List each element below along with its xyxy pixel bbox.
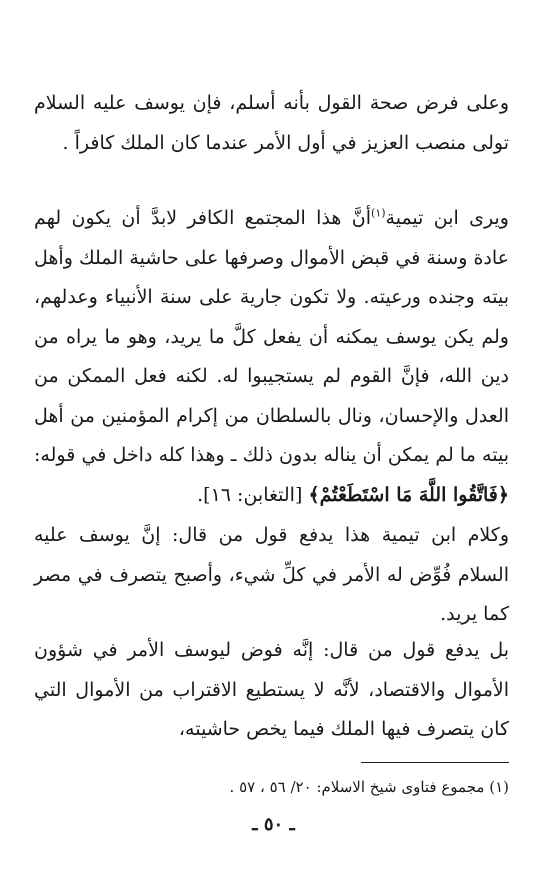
quran-verse: ﴿فَاتَّقُوا اللَّهَ مَا اسْتَطَعْتُمْ﴾	[308, 483, 509, 506]
paragraph-2-body: أنَّ هذا المجتمع الكافر لابدَّ أن يكون لهم عادة وسنة في قبض الأموال وصرفها على حاشية الملك وأهل بيته وجنده ورعيته. ولا تكون جارية على سنة الأنبياء وعدلهم، ولم يكن يوسف يمكنه أن يفعل كلَّ ما يريد، وهو ما يراه من دين الله، فإنَّ القوم لم يستجيبوا له. لكنه فعل الممكن من العدل والإحسان، ونال بالسلطان من إكرام المؤمنين من أهل بيته ما لم يمكن أن يناله بدون ذلك ـ وهذا كله داخل في قوله:	[34, 207, 509, 466]
footnote-divider	[361, 762, 509, 763]
verse-citation: [التغابن: ١٦].	[197, 483, 303, 506]
paragraph-3: وكلام ابن تيمية هذا يدفع قول من قال: إنَّ يوسف عليه السلام فُوِّض له الأمر في كلِّ شيء، وأصبح يتصرف في مصر كما يريد.	[34, 524, 509, 625]
page-number: ـ ٥٠ ـ	[252, 814, 295, 835]
paragraph-2	[34, 199, 509, 515]
paragraph-4: بل يدفع قول من قال: إنَّه فوض ليوسف الأمر في شؤون الأموال والاقتصاد، لأنَّه لا يستطيع الاقتراب من الأموال التي كان يتصرف فيها الملك فيما يخص حاشيته،	[34, 639, 509, 740]
footnote: (١) مجموع فتاوى شيخ الاسلام: ٢٠/ ٥٦ ، ٥٧ .	[229, 778, 509, 796]
footnote-reference[interactable]: (١)	[371, 206, 386, 220]
paragraph-2-opening: ويرى ابن تيمية	[385, 207, 509, 229]
paragraph-1: وعلى فرض صحة القول بأنه أسلم، فإن يوسف عليه السلام تولى منصب العزيز في أول الأمر عندما كان الملك كافراً .	[34, 92, 509, 154]
